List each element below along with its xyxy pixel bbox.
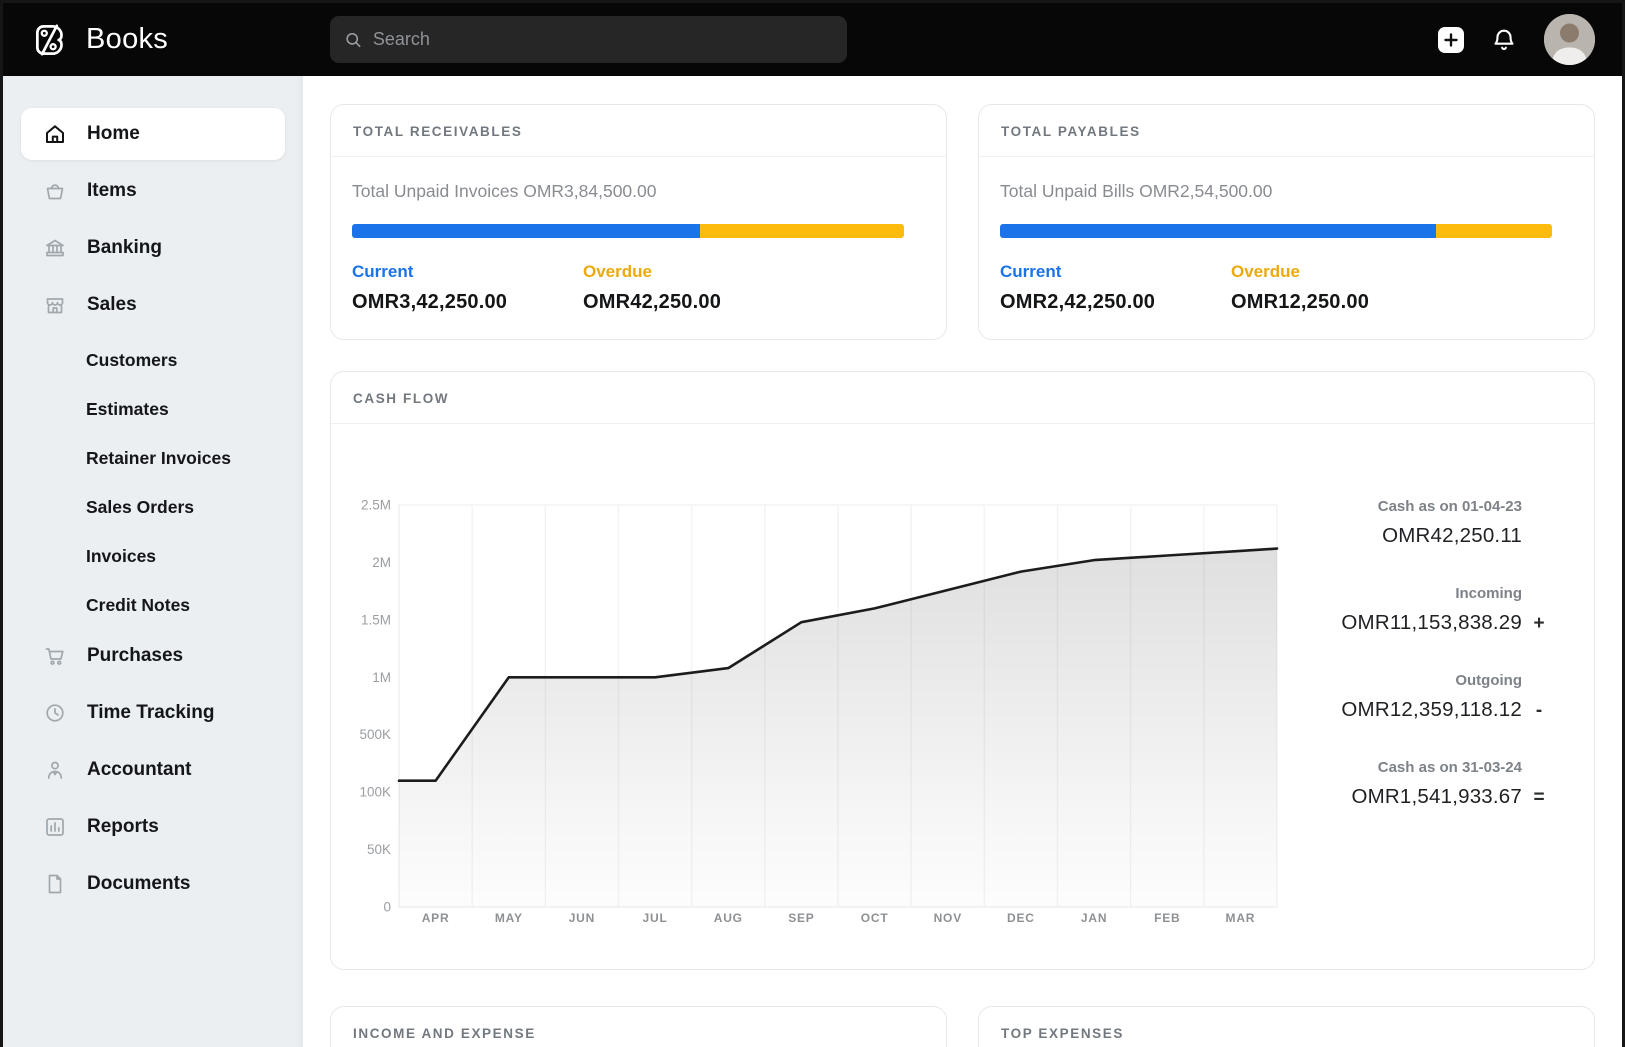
summary-row-value: OMR42,250.11 [1382, 524, 1522, 547]
sidebar-item-label: Time Tracking [87, 702, 215, 723]
sidebar-item-retainer-invoices[interactable] [21, 434, 285, 483]
sidebar-item-credit-notes[interactable] [21, 581, 285, 630]
top-expenses-card [978, 1006, 1595, 1047]
sidebar-item-label: Invoices [86, 546, 157, 566]
payables-current-value: OMR2,42,250.00 [1000, 291, 1156, 313]
reports-icon [43, 815, 67, 839]
search-icon [344, 30, 363, 50]
sales-icon [43, 293, 67, 317]
svg-text:500K: 500K [359, 727, 391, 743]
summary-row-value: OMR1,541,933.67 [1351, 785, 1522, 808]
svg-text:AUG: AUG [713, 911, 743, 925]
sidebar-item-sales-orders[interactable] [21, 483, 285, 532]
svg-text:NOV: NOV [933, 911, 963, 925]
summary-row-value: OMR11,153,838.29 [1341, 611, 1522, 634]
sidebar-item-sales[interactable] [21, 279, 285, 331]
svg-text:1.5M: 1.5M [360, 612, 391, 628]
quick-create-button[interactable] [1438, 27, 1464, 53]
avatar-photo [1544, 14, 1595, 65]
receivables-summary: Total Unpaid Invoices OMR3,84,500.00 [352, 181, 657, 201]
svg-text:1M: 1M [372, 669, 391, 685]
summary-row-label: Outgoing [1455, 672, 1522, 689]
banking-icon [43, 236, 67, 260]
time-tracking-icon [43, 701, 67, 725]
total-payables-card [978, 104, 1595, 340]
sidebar-item-label: Items [87, 180, 137, 201]
payables-overdue-label: Overdue [1231, 262, 1300, 281]
svg-text:OCT: OCT [860, 911, 889, 925]
svg-text:0: 0 [383, 899, 391, 915]
sidebar-item-documents[interactable] [21, 858, 285, 910]
sidebar-item-accountant[interactable] [21, 744, 285, 796]
sidebar-item-purchases[interactable] [21, 630, 285, 682]
notifications-button[interactable] [1490, 26, 1518, 54]
sidebar-item-items[interactable] [21, 165, 285, 217]
svg-text:JAN: JAN [1080, 911, 1108, 925]
sidebar-item-customers[interactable] [21, 336, 285, 385]
income-expense-card-title: INCOME AND EXPENSE [331, 1007, 946, 1047]
search-input[interactable] [373, 29, 833, 50]
sidebar-item-label: Estimates [86, 399, 169, 419]
plus-icon [1443, 32, 1459, 48]
sidebar-item-label: Documents [87, 873, 191, 894]
svg-text:50K: 50K [366, 842, 391, 858]
top-header [3, 3, 1622, 76]
summary-row-value: OMR12,359,118.12 [1341, 698, 1522, 721]
sidebar-item-label: Sales [87, 294, 137, 315]
app-logo[interactable] [30, 19, 168, 61]
summary-row-label: Cash as on 01-04-23 [1377, 498, 1522, 515]
cash-flow-summary-row-3 [1295, 759, 1556, 809]
app-name: Books [86, 23, 169, 55]
sidebar-item-label: Sales Orders [86, 497, 194, 517]
cash-flow-summary-panel [1295, 464, 1556, 934]
cash-flow-area-chart [349, 464, 1295, 934]
payables-current-label: Current [1000, 262, 1062, 281]
cash-flow-summary-row-1 [1295, 585, 1556, 635]
svg-text:100K: 100K [359, 784, 391, 800]
summary-row-operator: = [1533, 787, 1545, 808]
purchases-icon [43, 644, 67, 668]
documents-icon [43, 872, 67, 896]
cash-flow-summary-row-2 [1295, 672, 1556, 722]
payables-progress-bar [1000, 224, 1552, 238]
sidebar-item-time-tracking[interactable] [21, 687, 285, 739]
summary-row-operator: + [1533, 613, 1545, 634]
receivables-overdue-value: OMR42,250.00 [583, 291, 722, 313]
income-expense-card [330, 1006, 947, 1047]
svg-text:DEC: DEC [1007, 911, 1035, 925]
svg-text:JUL: JUL [642, 911, 668, 925]
receivables-overdue-label: Overdue [583, 262, 652, 281]
sidebar-item-label: Reports [87, 816, 159, 837]
sidebar-item-label: Credit Notes [86, 595, 191, 615]
user-avatar[interactable] [1544, 14, 1595, 65]
sidebar-item-label: Accountant [87, 759, 192, 780]
svg-text:MAR: MAR [1225, 911, 1256, 925]
sidebar-nav [3, 76, 303, 1047]
global-search[interactable] [330, 16, 847, 63]
cash-flow-card-title: CASH FLOW [331, 372, 1594, 424]
receivables-progress-bar [352, 224, 904, 238]
items-icon [43, 179, 67, 203]
svg-text:FEB: FEB [1154, 911, 1181, 925]
summary-row-label: Incoming [1455, 585, 1522, 602]
sidebar-item-home[interactable] [21, 108, 285, 160]
receivables-current-label: Current [352, 262, 414, 281]
payables-overdue-value: OMR12,250.00 [1231, 291, 1370, 313]
sidebar-item-label: Banking [87, 237, 162, 258]
svg-text:JUN: JUN [568, 911, 596, 925]
home-icon [43, 122, 67, 146]
payables-summary: Total Unpaid Bills OMR2,54,500.00 [1000, 181, 1273, 201]
svg-text:2.5M: 2.5M [360, 497, 391, 513]
accountant-icon [43, 758, 67, 782]
sidebar-item-estimates[interactable] [21, 385, 285, 434]
sidebar-item-reports[interactable] [21, 801, 285, 853]
main-content [303, 76, 1622, 1047]
sidebar-item-label: Retainer Invoices [86, 448, 231, 468]
bell-icon [1490, 26, 1518, 54]
summary-row-operator: - [1535, 700, 1543, 721]
sidebar-item-label: Customers [86, 350, 178, 370]
svg-text:SEP: SEP [788, 911, 815, 925]
payables-card-title: TOTAL PAYABLES [979, 105, 1594, 157]
sidebar-item-banking[interactable] [21, 222, 285, 274]
sidebar-item-invoices[interactable] [21, 532, 285, 581]
top-expenses-card-title: TOP EXPENSES [979, 1007, 1594, 1047]
cash-flow-summary-row-0 [1295, 498, 1556, 548]
svg-text:MAY: MAY [494, 911, 523, 925]
total-receivables-card [330, 104, 947, 340]
summary-row-label: Cash as on 31-03-24 [1377, 759, 1522, 776]
sidebar-item-label: Home [87, 123, 140, 144]
books-logo-icon [30, 19, 72, 61]
svg-text:2M: 2M [372, 554, 391, 570]
svg-text:APR: APR [421, 911, 450, 925]
receivables-card-title: TOTAL RECEIVABLES [331, 105, 946, 157]
sidebar-item-label: Purchases [87, 645, 184, 666]
cash-flow-card [330, 371, 1595, 970]
receivables-current-value: OMR3,42,250.00 [352, 291, 508, 313]
